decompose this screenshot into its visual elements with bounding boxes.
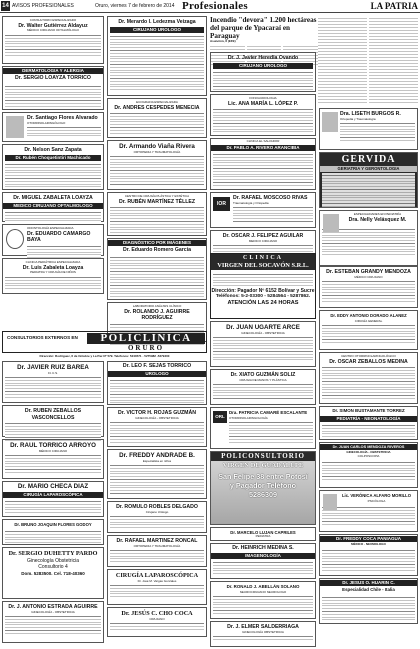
ad-tag: LABORATORIO ANÁLISIS CLÍNICO	[132, 304, 182, 308]
ad-banner: Dr. JESUS O. HUARIN C.	[320, 580, 417, 586]
ad-name: Dr. Nelson Sanz Zapata	[24, 147, 82, 153]
ad-name: Dr. JUAN UGARTE ARCE	[226, 324, 300, 331]
ad-camare	[210, 407, 316, 449]
ad-body-text	[229, 420, 313, 444]
ad-body-text	[322, 423, 415, 437]
ad-tag: CONSULTORIO ESPECIALIZADO	[29, 18, 77, 22]
ad-name: Dr. JESÚS C. CHO COCA	[121, 610, 193, 617]
ad-body-text	[5, 529, 101, 543]
ad-ruiz	[2, 361, 104, 403]
ad-name: Dr. MARIO CHECA DIAZ	[17, 483, 89, 490]
ad-name: Dr. Merardo I. Ledezma Veizaga	[118, 19, 196, 25]
ad-name: Lic. VERÓNICA ALFARO MORILLO	[341, 493, 412, 498]
ad-name: Dr. SERGIO DUHETTY PARDO	[8, 550, 98, 557]
poli-title: POLICLINICA	[87, 333, 205, 344]
ad-body-text	[110, 34, 204, 92]
ad-flores	[2, 112, 104, 142]
column-4-lower	[319, 442, 418, 626]
ad-robles	[107, 501, 207, 533]
ad-body-text	[110, 548, 204, 562]
ad-salderriaga	[210, 621, 316, 647]
ad-name: Dr. Eduardo Romero García	[122, 247, 192, 253]
ad-subtitle: GINECOLOGÍA - OBSTETRICIA	[241, 330, 285, 335]
ad-subtitle: Ortopedia y Traumatología	[340, 116, 376, 121]
ad-subtitle: CIRUGÍA GENERAL	[354, 318, 383, 323]
ad-duhetty	[2, 547, 104, 599]
ad-guzman	[210, 369, 316, 405]
ad-bustamante	[319, 406, 418, 440]
ad-body-text	[213, 107, 313, 133]
poli-lead: CONSULTORIOS EXTERNOS EN	[7, 335, 78, 340]
ad-lopez	[210, 94, 316, 136]
ad-room: Consultorio 4	[38, 564, 68, 570]
ad-alfaro	[319, 490, 418, 532]
ad-name: Dr. J. ELMER SALDERRIAGA	[227, 624, 299, 630]
tooth-icon	[6, 229, 24, 249]
page-title: Profesionales	[181, 0, 249, 12]
doctor-photo	[323, 214, 339, 232]
poli-banner: POLICONSULTORIO	[211, 452, 315, 461]
clinic-phone: Teléfonos: 5-2-03300 - 5284564 - 5287862.	[215, 294, 311, 299]
ad-name: Dr. Luis Zabaleta Loayza	[22, 264, 84, 271]
ad-body-text	[233, 205, 313, 223]
ad-subtitle: Traumatología y Ortopedia	[233, 200, 269, 205]
column-3	[210, 52, 316, 262]
ad-moscoso	[210, 192, 316, 228]
ad-body-text	[5, 375, 101, 399]
ad-tag: FONOAUDIOLOGIA	[249, 96, 277, 100]
ad-body-text	[110, 255, 204, 299]
ad-name: Dr. Walter Gutiérrez Aldayuz	[18, 22, 88, 29]
ad-name: Dr. RUBEN ZEBALLOS VASCONCELLOS	[24, 408, 82, 421]
ad-body-text	[322, 548, 415, 572]
ad-subtitle: CIRUGIA DE MANOS Y PLÁSTICA	[239, 377, 287, 382]
clinic-hours: ATENCIÓN LAS 24 HORAS	[227, 300, 299, 306]
ad-banner: DERMATOLOGIA Y ALERGIA	[3, 68, 103, 74]
clinic-banner: CLINICA	[211, 254, 315, 262]
ad-huarin	[319, 578, 418, 624]
ad-banner: CIRUGÍA LAPAROSCÓPICA	[3, 492, 103, 498]
ad-martinez-roncal	[107, 535, 207, 567]
ad-name: Dr. ESTEBAN GRANDY MENDOZA	[326, 269, 411, 275]
column-4	[319, 108, 418, 268]
article-headline: Incendio "devora" 1.200 hectáreas del parque de Ypacaraí en Paraguay	[210, 16, 317, 40]
ad-subtitle: Especialista en niños	[142, 458, 172, 463]
ad-subtitle: MÉDICO CIRUJANO	[354, 274, 383, 279]
ad-body-text	[110, 205, 204, 233]
ad-subtitle: GINECOLOGÍA - OBSTETRICIA	[346, 450, 391, 454]
ad-banner: PEDIATRÍA - NEONATOLOGÍA	[320, 416, 417, 422]
ad-name: Dra. LISETH BURGOS R.	[340, 111, 401, 117]
ad-estrada	[2, 601, 104, 643]
ad-name: Dra. Nelly Velásquez M.	[348, 216, 407, 223]
ad-banner: Dr. PABLO A. RIVERO ARANCIBIA	[211, 145, 315, 151]
page-header	[0, 0, 420, 13]
ad-tag: ECOGRAFIA ESPECIALIZADA	[136, 100, 178, 104]
ad-sejas	[107, 361, 207, 405]
ad-body-text	[322, 595, 415, 621]
ad-banner: CIRUJANO UROLOGO	[110, 27, 204, 33]
ad-body-text	[5, 275, 101, 291]
ad-cespedes	[107, 98, 207, 138]
poli-name: VIRGEN DE GUADALUPE	[222, 462, 304, 469]
ad-zabaleta	[2, 192, 104, 222]
ad-subtitle: CIRUJANO	[149, 616, 165, 621]
ad-body-text	[5, 421, 101, 441]
column-2	[107, 16, 207, 344]
ad-name: Dr. J. Javier Heredia Ovando	[227, 55, 299, 61]
ad-subtitle: PEDIATRA	[255, 534, 271, 538]
ad-body-text	[213, 272, 313, 286]
doctor-photo	[322, 112, 338, 132]
ad-subtitle: MÉDICO - NEUMOLOGO	[351, 542, 386, 546]
poli-address-phone: San Felipe 38 entre Potosí y Pagador Teléfono 5286309	[218, 472, 308, 499]
ad-dorado	[319, 310, 418, 350]
issue-date: Oruro, viernes 7 de febrero de 2014	[95, 3, 175, 9]
ad-tag: CLINICA PEDIÁTRICA ESPECIALIZADA	[25, 260, 81, 264]
ad-burgos	[319, 108, 418, 150]
ad-body-text	[5, 33, 101, 57]
ad-banner: CIRUJANO UROLOGO	[213, 63, 313, 69]
column-1	[2, 16, 104, 296]
ad-body-text	[5, 84, 101, 108]
ad-cho-coca	[107, 607, 207, 637]
article-column-4	[318, 16, 367, 104]
ad-body-text	[5, 614, 101, 636]
ad-name: Dr. ROMULO ROBLES DELGADO	[116, 504, 198, 510]
ad-banner: IMAGENOLOGÍA	[211, 553, 315, 559]
policlinica-banner	[2, 331, 207, 353]
ad-body-text	[322, 323, 415, 345]
ad-body-text	[213, 335, 313, 361]
ad-body-text	[213, 560, 313, 574]
ad-laparoscopica	[107, 569, 207, 605]
ad-name: Dr. SERGIO LOAYZA TORRICO	[15, 75, 91, 81]
ad-body-text	[322, 279, 415, 303]
ad-name: Dr. RUBÉN MARTÍNEZ TÉLLEZ	[118, 198, 196, 205]
ad-subtitle: PEDIATRA Y CIRUGÍA DE NIÑOS	[30, 270, 76, 275]
ad-name: Dr. RAFAEL MOSCOSO RIVAS	[233, 195, 308, 201]
ad-name: Dr. RONALD J. ABELLÁN SOLANO	[226, 584, 300, 589]
ad-name: Dr. OSCAR ZEBALLOS MEDINA	[329, 358, 408, 365]
ad-gervida	[319, 152, 418, 208]
ad-name: Dr. ANDRES CESPEDES MENECIA	[114, 104, 200, 111]
ad-body-text	[213, 152, 313, 186]
ad-name: Dr. EDDY ANTONIO DORADO ALANEZ	[330, 313, 407, 318]
ad-name: Dr. HEINRICH MEDINA S.	[232, 545, 294, 551]
ad-subtitle: F.I.C.S.	[48, 370, 58, 375]
ad-camargo	[2, 224, 104, 256]
ad-grandy	[319, 266, 418, 308]
column-3-lower	[210, 321, 316, 649]
ad-guadalupe	[210, 451, 316, 525]
ad-name: Dr. FREDDY ANDRADE B.	[119, 452, 195, 459]
clinic-name: VIRGEN DEL SOCAVÓN S.R.L.	[211, 262, 315, 270]
ad-name: Dr. EDUARDO CAMARGO BAYA	[27, 230, 91, 244]
ad-heredia	[210, 52, 316, 92]
ad-body-text	[5, 210, 101, 222]
ad-ledezma	[107, 16, 207, 96]
ad-zeballos-medina	[319, 352, 418, 404]
ad-body-text	[213, 634, 313, 642]
ad-lujan	[210, 527, 316, 541]
ad-subtitle: OTORRINOLARINGÓLOGO	[27, 120, 66, 125]
ad-zeballos	[2, 405, 104, 437]
doctor-photo	[6, 116, 24, 138]
poli-column-1	[2, 361, 104, 645]
ad-name: Dr. Armando Viaña Rivera	[119, 143, 195, 150]
ad-subtitle: Ginecología Obstetricia	[27, 557, 79, 564]
ad-checa	[2, 481, 104, 517]
ad-romero	[107, 238, 207, 300]
ad-subtitle-2: COLPOSCOPIA	[357, 453, 380, 458]
poli-column-2	[107, 361, 207, 639]
ad-andrade	[107, 449, 207, 499]
ad-subtitle: Cirujano Urólogo	[145, 509, 169, 514]
ad-rivero	[210, 138, 316, 190]
ad-clinica-socavon	[210, 253, 316, 319]
ad-name: Dr. XIATO GUZMÁN SOLIZ	[230, 372, 296, 378]
ad-name: Dr. VICTOR H. ROJAS GUZMÁN	[117, 410, 196, 416]
ad-tag: CLINICA EL SALVADOR	[246, 139, 280, 143]
poli-address: Dirección: Rodríguez, 6 de Octubre y La Paz Nº 579. Teléfonos: 5243571 - 5275982 -5279400	[39, 354, 170, 358]
ad-luis-zabaleta	[2, 258, 104, 294]
article-column-5	[369, 16, 418, 104]
ad-subtitle: ORTOPEDIA Y TRAUMATOLOGÍA	[133, 543, 181, 548]
ad-banner: Dr. JUAN CARLOS MENDOZA RIVEROS	[320, 444, 417, 450]
ad-body-text	[110, 621, 204, 631]
ad-body-text	[27, 125, 101, 137]
ad-body-text	[110, 514, 204, 528]
ad-banner: Dr. Rubén Choquetintiri Machicado	[5, 155, 101, 161]
brand-logo: GERVIDA	[341, 154, 396, 165]
ad-name: Dra. PATRICIA CAMARÉ ESCALANTE	[229, 410, 308, 415]
ad-subtitle: Especialidad Chile - Italia	[342, 587, 395, 592]
ad-body-text	[5, 162, 101, 188]
ad-name: Dr. JAVIER RUIZ BAREA	[17, 364, 89, 371]
ad-body-text	[322, 365, 415, 399]
ad-body-text	[322, 460, 415, 482]
ad-tag: CENTRO DE CIRUGÍA PLÁSTICA Y ESTÉTICA	[124, 194, 190, 198]
ad-banner: DIAGNÓSTICO POR IMÁGENES	[108, 240, 206, 246]
column-4-mid	[319, 266, 418, 442]
ad-body-text	[110, 154, 204, 186]
ad-medina	[210, 543, 316, 579]
ad-name: Dr. J. ANTONIO ESTRADA AGUIRRE	[8, 604, 98, 610]
ad-name: Dr. LEO F. SEJAS TORRICO	[122, 363, 192, 369]
ad-subtitle: MÉDICO CIRUJANO	[38, 448, 68, 453]
ad-coca	[319, 534, 418, 576]
ad-subtitle: PSICÓLOGA	[367, 498, 386, 503]
ad-subtitle: ORTOPEDIA Y TRAUMATOLOGÍA	[133, 149, 181, 154]
ad-gutierrez	[2, 16, 104, 64]
ad-name: Dr. BRUNO JOAQUIN FLORES GODOY	[14, 522, 92, 527]
ad-torrico	[2, 439, 104, 479]
doctor-photo	[323, 494, 337, 510]
ad-body-text	[213, 70, 313, 90]
section-label: AVISOS PROFESIONALES	[12, 3, 74, 9]
ad-banner: GERIATRIA Y GERONTOLOGIA	[320, 166, 417, 172]
ad-body-text	[110, 111, 204, 135]
ad-subtitle: Dr. José M. Vargas Gonzales	[137, 578, 177, 583]
ad-mendoza	[319, 442, 418, 488]
ad-rojas	[107, 407, 207, 447]
ad-subtitle: GINECOLOGÍA - OBSTETRICIA	[31, 609, 75, 614]
ad-name: Dr. Santiago Flores Alvarado	[27, 115, 98, 121]
ad-name: Dr. RAFAEL MARTINEZ RONCAL	[116, 538, 198, 544]
ad-tag: CENTRO OTORRINOLARINGOLÓGICO	[341, 354, 396, 358]
ad-flores-godoy	[2, 519, 104, 545]
ad-subtitle: NEUROCIRUJANO NEUROLOGO	[239, 589, 287, 594]
ad-name: Lic. ANA MARÍA L. LÓPEZ P.	[228, 100, 298, 107]
ad-name: Dr. MIGUEL ZABALETA LOAYZA	[13, 195, 93, 201]
ad-abellan	[210, 581, 316, 619]
ad-body-text	[110, 583, 204, 597]
ad-body-text	[110, 420, 204, 444]
ad-phone: Dom. 5283500. Cel. 718-40360	[21, 570, 85, 576]
ad-tag: ODONTOLOGÍA ESPECIALIZADA	[27, 226, 74, 230]
ad-loayza	[2, 66, 104, 110]
ad-name: Dr. ROLANDO J. AGUIRRE RODRÍGUEZ	[124, 308, 190, 322]
ad-body-text	[340, 121, 415, 143]
ior-logo-icon: IOR	[213, 197, 230, 211]
ad-body-text	[213, 594, 313, 616]
ad-subtitle: GINECOLOGÍA - OBSTETRICIA	[135, 415, 179, 420]
ad-banner: MEDICO CIRUJANO OFTALMOLOGO	[3, 203, 103, 209]
ad-martinez	[107, 192, 207, 236]
poli-subtitle: ORURO	[127, 344, 165, 352]
article-dateline: Asunción, 6 (EFE)	[210, 39, 236, 43]
ad-tag: ESPECIALIDADES EN PEDIATRÍA	[353, 212, 402, 216]
ad-body-text	[110, 378, 204, 404]
ad-sanz	[2, 144, 104, 190]
ad-name: Dr. MARCELO LUJAN CAPRILES	[230, 530, 296, 535]
news-article-cont	[318, 16, 418, 104]
newspaper-brand: LA PATRIA	[370, 1, 418, 11]
ad-subtitle: GINECOLOGÍA OBSTETRICIA	[242, 629, 284, 634]
ad-subtitle: MÉDICO CIRUJANO OFTALMÓLOGO	[27, 28, 79, 33]
ad-name: CIRUGÍA LAPAROSCÓPICA	[115, 572, 199, 579]
ad-name: Dr. RAUL TORRICO ARROYO	[10, 442, 96, 449]
ad-subtitle: OTORRINOLARINGOLOGÍA	[229, 415, 268, 420]
ad-banner: UROLOGO	[108, 371, 206, 377]
ad-body-text	[5, 499, 101, 513]
clinic-address: Dirección: Pagador Nº 6152 Bolívar y Sucre	[211, 288, 315, 294]
ad-body-text	[213, 382, 313, 400]
ad-body-text	[5, 453, 101, 475]
page-number: 14	[2, 3, 9, 9]
ad-subtitle: MEDICO CIRUJANO	[248, 238, 278, 243]
ad-ugarte	[210, 321, 316, 367]
ad-name: Dr. OSCAR J. FELIPEZ AGUILAR	[222, 233, 304, 239]
ad-name: Dr. SIMON BUSTAMANTE TORREZ	[332, 408, 405, 413]
ad-velasquez	[319, 210, 418, 266]
ad-body-text	[110, 463, 204, 495]
ad-banner: Dr. FREDDY COCA PANIAGUA	[320, 536, 417, 542]
ad-body-text	[322, 173, 415, 207]
orl-logo-icon: ORL	[213, 411, 227, 423]
ad-viana	[107, 140, 207, 190]
